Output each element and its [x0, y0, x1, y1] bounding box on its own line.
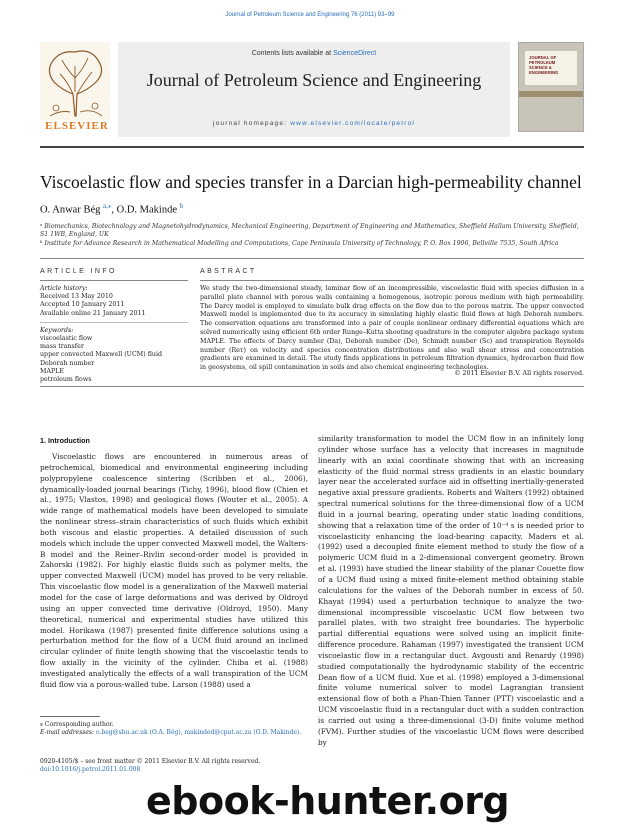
footnote: [40, 721, 308, 738]
info-separator: [40, 322, 188, 323]
cover-title-line: JOURNAL OF: [529, 55, 557, 60]
history-label: Article history:: [40, 285, 88, 292]
watermark-text: ebook-hunter.org: [146, 779, 510, 823]
author-marks[interactable]: b: [179, 202, 184, 210]
doi-link[interactable]: doi:10.1016/j.petrol.2011.01.008: [40, 766, 141, 773]
abstract-rule: [200, 280, 584, 281]
article-title: Viscoelastic flow and species transfer in a Darcian high-permeability channel: [40, 172, 582, 192]
body-column-right: similarity transformation to model the UCM flow in an infinitely long cylinder whose surface has a velocity that increases in magnitude linearly with an axial coordinate showing that with an increasing elasticity of the fluid normal stress gradients in an elastic boundary layer near the accelerated surface aid in offsetting inertially-generated negative axial pressure gradients. Roberts and Walters (1992) obtained spectral numerical solutions for the three-dimensional flow of a UCM fluid in a journal bearing, operating under static loading conditions, showing that a relaxation time of the order of 10⁻⁴ s is needed prior to viscoelasticity enhancing the load-bearing capacity. Maders et al. (1992) used a decoupled finite element method to study the flow of a polymeric UCM fluid in a 2-dimensional convergent geometry. Brown et al. (1993) have studied the linear stability of the planar Couette flow of a UCM fluid using a mixed finite-element method obtaining stable calculations for the values of the Deborah number in excess of 50. Khayat (1994) used a perturbation technique to analyze the two-dimensional incompressible viscoelastic UCM flow between two parallel plates, with two straight free boundaries. The hyperbolic partial differential equations were solved using an implicit finite-difference procedure. Rahaman (1997) investigated the transient UCM viscoelastic flow in a rectangular duct. Avgousti and Renardy (1998) studied computationally the hydrodynamic stability of the eccentric Dean flow of a UCM fluid. Xue et al. (1998) employed a 3-dimensional finite volume numerical solver to model Lagrangian transient extensional flow of both a Phan-Thien Tanner (PTT) viscoelastic and a UCM viscoelastic fluid in a rectangular duct with a sudden contraction is carried out using a three-dimensional (3-D) finite volume method (FVM). Further studies of the viscoelastic UCM flows were described by: [318, 434, 584, 747]
corresponding-author-note: ⁎ Corresponding author.: [40, 721, 114, 728]
masthead-band: [118, 42, 510, 137]
author-list: O. Anwar Bég $^{a,⁎}$, O.D. Makinde $^b$: [40, 202, 184, 216]
author-marks[interactable]: a,⁎: [103, 202, 112, 210]
author-name[interactable]: O. Anwar Bég: [40, 204, 101, 216]
keyword: MAPLE: [40, 367, 65, 375]
publisher-name: ELSEVIER: [45, 120, 109, 132]
cover-title-line: ENGINEERING: [529, 70, 559, 75]
homepage-link[interactable]: www.elsevier.com/locate/petrol: [290, 120, 416, 127]
abstract-heading: ABSTRACT: [200, 268, 257, 275]
journal-citation-line[interactable]: Journal of Petroleum Science and Engineering 76 (2011) 93–99: [225, 12, 395, 18]
tree-icon: [40, 42, 110, 120]
abstract-bottom-rule: [40, 386, 584, 387]
footnote-rule: [40, 716, 100, 717]
cover-title-line: SCIENCE &: [529, 65, 552, 70]
article-info-rule: [40, 280, 188, 281]
keyword: viscoelastic flow: [40, 335, 93, 343]
contents-line: [118, 50, 510, 57]
cover-title-line: PETROLEUM: [529, 60, 556, 65]
body-column-left: Viscoelastic flows are encountered in numerous areas of petrochemical, biomedical and environmental engineering including polypropylene coalescence sintering (Scribben et al., 2006), dynamically-loaded journal bearings (Tichy, 1996), blood flow (Chien et al., 1975; Vlastos, 1998) and geological flows (Wouter et al., 2005). A wide range of mathematical models have been developed to simulate the nonlinear stress–strain characteristics of such fluids which exhibit both viscous and elastic properties. A detailed discussion of such models which include the upper convected Maxwell model, the Walters-B model and the Reiner–Rivlin second-order model is provided in Zahorski (1982). For highly elastic fluids such as polymer melts, the upper convected Maxwell (UCM) model has proved to be very reliable. This viscoelastic flow model is a generalization of the Maxwell material model for the case of large deformations and was derived by Oldroyd using an upper convected time derivative (Oldroyd, 1950). Many theoretical, numerical and experimental studies have utilized this model. Horikawa (1987) presented finite difference solutions using a perturbation method for the flow of a UCM fluid around an inclined circular cylinder of finite length showing that the viscoelastic tends to flow axially in the vicinity of the cylinder. Chiba et al. (1988) investigated analytically the effects of a wall transpiration of the UCM fluid flow via a porous-walled tube. Larson (1988) used a: [40, 452, 308, 689]
affiliation-a: ᵃ Biomechanics, Biotechnology and Magnetohydrodynamics, Mechanical Engineering, Department of Engineering and Mathematics, Sheffield Hallam University, Sheffield, S1 1WB, England, UK: [40, 223, 579, 238]
journal-cover-thumbnail[interactable]: [518, 42, 584, 132]
keyword: petroleum flows: [40, 376, 92, 384]
keyword: mass transfer: [40, 343, 84, 351]
keywords-label: Keywords:: [40, 326, 74, 334]
journal-masthead: [40, 42, 584, 142]
history-item: Received 13 May 2010: [40, 293, 113, 301]
sciencedirect-link[interactable]: ScienceDirect: [333, 50, 377, 57]
issn-line: 0920-4105/$ – see front matter © 2011 Elsevier B.V. All rights reserved.: [40, 758, 261, 765]
email-label: E-mail addresses:: [40, 729, 95, 737]
cover-stripe: [519, 91, 583, 97]
homepage-prefix: journal homepage:: [212, 120, 291, 127]
keyword: Deborah number: [40, 359, 95, 367]
keyword: upper convected Maxwell (UCM) fluid: [40, 351, 163, 359]
header-divider: [40, 146, 584, 148]
history-item: Accepted 10 January 2011: [40, 301, 125, 309]
section-divider: [40, 258, 584, 259]
article-info-heading: ARTICLE INFO: [40, 268, 117, 275]
affiliation-b: ᵇ Institute for Advance Research in Mathematical Modelling and Computations, Cape Peninsula University of Technology, P. O. Box 1906, Bellville 7535, South Africa: [40, 240, 559, 247]
email-addresses[interactable]: o.beg@shu.ac.uk (O.A. Bég), makinded@cput.ac.za (O.D. Makinde).: [95, 729, 302, 737]
article-info-panel: [40, 285, 190, 384]
homepage-line: [118, 120, 510, 127]
elsevier-tree-logo: [40, 42, 110, 132]
journal-title: Journal of Petroleum Science and Engineering: [146, 70, 482, 90]
cover-title: [529, 55, 558, 75]
history-item: Available online 21 January 2011: [40, 309, 146, 317]
affiliations: [40, 223, 585, 249]
introduction-heading: 1. Introduction: [40, 436, 90, 445]
publication-info: [40, 758, 308, 774]
contents-prefix: Contents lists available at: [251, 50, 334, 57]
abstract-text: We study the two-dimensional steady, laminar flow of an incompressible, viscoelastic fluid with species diffusion in a parallel plate channel with porous walls containing a homogenous, isotropic porous medium with high permeability. The Darcy model is employed to simulate bulk drag effects on the flow due to the porous matrix. The upper convected Maxwell model is implemented due to its accuracy in simulating highly elastic fluid flows at high Deborah numbers. The conservation equations are transformed into a pair of couple nonlinear ordinary differential equations which are solved numerically using efficient 6th order Runge–Kutta shooting quadrature in the computer algebra package system MAPLE. The effects of Darcy number (Da), Deborah number (De), Schmidt number (Sc) and transpiration Reynolds number (Reᴛ) on velocity and species concentration distributions and also wall shear stress and concentration gradients are examined in detail. The study finds applications in petroleum filtration dynamics, hydrocarbon fluid flow in geosystems, oil spill contamination in soils and also chemical engineering technologies.: [200, 285, 584, 372]
author-name[interactable]: O.D. Makinde: [116, 204, 177, 216]
copyright-notice: © 2011 Elsevier B.V. All rights reserved.: [454, 370, 584, 377]
